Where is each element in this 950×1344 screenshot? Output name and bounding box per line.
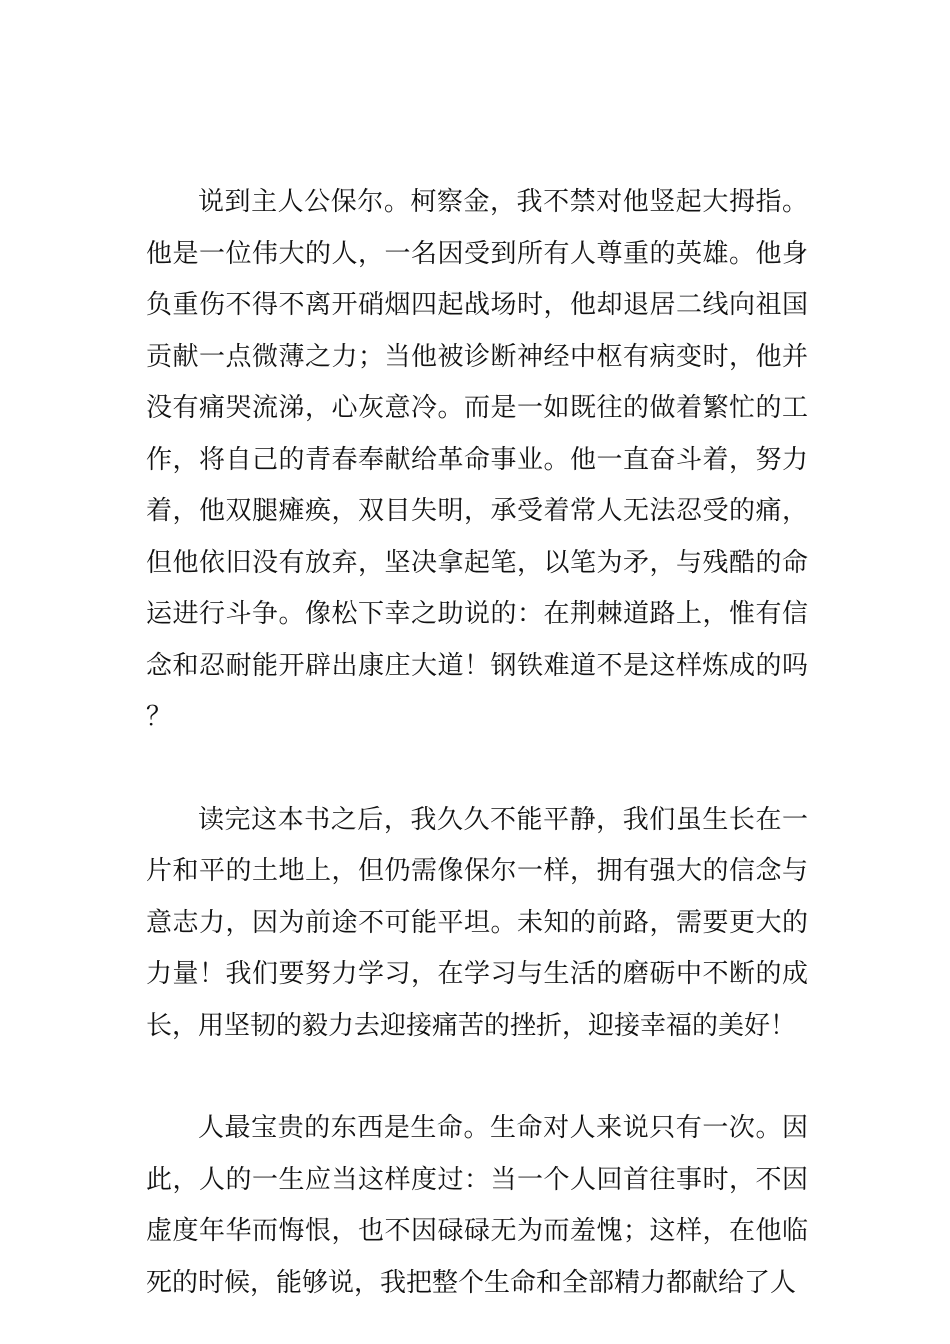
- document-body: [146, 177, 808, 1309]
- paragraph-2: 读完这本书之后，我久久不能平静，我们虽生长在一片和平的土地上，但仍需像保尔一样，拥有强大的信念与意志力，因为前途不可能平坦。未知的前路，需要更大的力量！我们要努力学习，在学习与生活的磨砺中不断的成长，用坚韧的毅力去迎接痛苦的挫折，迎接幸福的美好！: [146, 804, 808, 1041]
- paragraph-3: 人最宝贵的东西是生命。生命对人来说只有一次。因此，人的一生应当这样度过：当一个人回首往事时，不因虚度年华而悔恨，也不因碌碌无为而羞愧；这样，在他临死的时候，能够说，我把整个生命和全部精力都献给了人: [146, 1113, 808, 1298]
- paragraph-1: 说到主人公保尔。柯察金，我不禁对他竖起大拇指。他是一位伟大的人，一名因受到所有人尊重的英雄。他身负重伤不得不离开硝烟四起战场时，他却退居二线向祖国贡献一点微薄之力；当他被诊断神经中枢有病变时，他并没有痛哭流涕，心灰意冷。而是一如既往的做着繁忙的工作，将自己的青春奉献给革命事业。他一直奋斗着，努力着，他双腿瘫痪，双目失明，承受着常人无法忍受的痛，但他依旧没有放弃，坚决拿起笔，以笔为矛，与残酷的命运进行斗争。像松下幸之助说的：在荆棘道路上，惟有信念和忍耐能开辟出康庄大道！钢铁难道不是这样炼成的吗？: [146, 187, 808, 732]
